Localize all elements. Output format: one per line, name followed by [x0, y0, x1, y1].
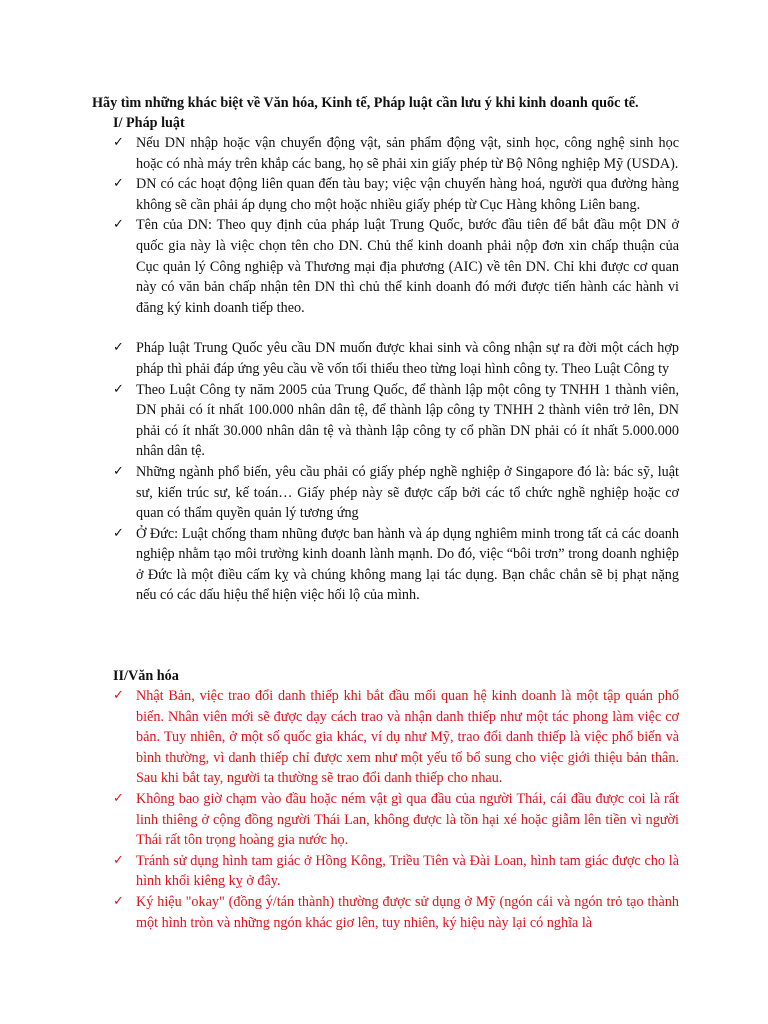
checkmark-icon: ✓ — [113, 340, 124, 356]
list-item-text: Nhật Bản, việc trao đổi danh thiếp khi bắt đầu mối quan hệ kinh doanh là một tập quán phổ biến. Nhân viên mới sẽ được dạy cách trao và nhận danh thiếp như một tác phong làm việc cơ bản. Tuy nhiên, ở một số quốc gia khác, ví dụ như Mỹ, trao đổi danh thiếp là việc phổ biến và bình thường, vì danh thiếp chỉ được xem như một yếu tố bổ sung cho việc giới thiệu bản thân. Sau khi bắt tay, người ta thường sẽ trao đổi danh thiếp cho nhau. — [136, 688, 679, 787]
list-item — [113, 686, 679, 789]
list-item — [113, 789, 679, 851]
checkmark-icon: ✓ — [113, 135, 124, 150]
checkmark-icon: ✓ — [113, 688, 124, 703]
list-item — [113, 462, 679, 524]
checkmark-icon: ✓ — [113, 852, 124, 868]
list-item-text: Không bao giờ chạm vào đầu hoặc ném vật gì qua đầu của người Thái, cái đầu được coi là rất linh thiêng ở cộng đồng người Thái Lan, không được là tồn hại xé hoặc giẫm lên tiền vì người Thái rất tôn trọng hoàng gia nước họ. — [136, 790, 679, 849]
checkmark-icon: ✓ — [113, 176, 124, 192]
document-title: Hãy tìm những khác biệt về Văn hóa, Kinh tế, Pháp luật cần lưu ý khi kinh doanh quốc tế. — [92, 95, 639, 111]
list-item — [113, 380, 679, 462]
list-item-text: Tránh sử dụng hình tam giác ở Hồng Kông, Triều Tiên và Đài Loan, hình tam giác được cho là hình khối kiêng kỵ ở đây. — [136, 852, 679, 890]
culture-list — [113, 686, 679, 933]
list-item-text: Ký hiệu "okay" (đồng ý/tán thành) thường được sử dụng ở Mỹ (ngón cái và ngón trỏ tạo thành một hình tròn và những ngón khác giơ lên, tuy nhiên, ký hiệu này lại có nghĩa là — [136, 893, 679, 931]
list-item — [113, 133, 679, 174]
checkmark-icon: ✓ — [113, 463, 124, 479]
list-item-text: DN có các hoạt động liên quan đến tàu bay; việc vận chuyển hàng hoá, người qua đường hàng không sẽ cần phải áp dụng cho một hoặc nhiều giấy phép từ Cục Hàng không Liên bang. — [136, 176, 679, 213]
checkmark-icon: ✓ — [113, 893, 124, 909]
list-item-text: Nếu DN nhập hoặc vận chuyển động vật, sản phẩm động vật, sinh học, công nghệ sinh học hoặc có nhà máy trên khắp các bang, họ sẽ phải xin giấy phép từ Bộ Nông nghiệp Mỹ (USDA). — [136, 135, 679, 172]
list-item-text: Theo Luật Công ty năm 2005 của Trung Quốc, để thành lập một công ty TNHH 1 thành viên, DN phải có ít nhất 100.000 nhân dân tệ, để thành lập công ty TNHH 2 thành viên trở lên, DN phải có ít nhất 30.000 nhân dân tệ và thành lập công ty cổ phần DN phải có ít nhất 5.000.000 nhân dân tệ. — [136, 381, 679, 460]
legal-list — [113, 133, 679, 606]
section-heading-legal: I/ Pháp luật — [113, 115, 185, 131]
list-item-text: Ở Đức: Luật chống tham nhũng được ban hành và áp dụng nghiêm minh trong tất cả các doanh nghiệp nhằm tạo môi trường kinh doanh lành mạnh. Do đó, việc “bôi trơn” trong doanh nghiệp ở Đức là một điều cấm kỵ và chúng không mang lại tác dụng. Bạn chắc chắn sẽ bị phạt nặng nếu có các dấu hiệu thể hiện việc hối lộ của mình. — [136, 525, 679, 604]
list-item-text: Pháp luật Trung Quốc yêu cầu DN muốn được khai sinh và công nhận sự ra đời một cách hợp pháp thì phải đáp ứng yêu cầu về vốn tối thiểu theo từng loại hình công ty. Theo Luật Công ty — [136, 340, 679, 377]
list-item — [113, 892, 679, 933]
checkmark-icon: ✓ — [113, 790, 124, 806]
list-item-text: Những ngành phổ biến, yêu cầu phải có giấy phép nghề nghiệp ở Singapore đó là: bác sỹ, luật sư, kiến trúc sư, kế toán… Giấy phép này sẽ được cấp bởi các tổ chức nghề nghiệp hoặc cơ quan có thẩm quyền quản lý tương ứng — [136, 463, 679, 522]
checkmark-icon: ✓ — [113, 525, 124, 541]
checkmark-icon: ✓ — [113, 381, 124, 397]
list-item — [113, 215, 679, 318]
list-item — [113, 338, 679, 379]
list-item — [113, 851, 679, 892]
checkmark-icon: ✓ — [113, 217, 124, 233]
section-heading-culture: II/Văn hóa — [113, 668, 179, 684]
list-item — [113, 174, 679, 215]
list-item-text: Tên của DN: Theo quy định của pháp luật Trung Quốc, bước đầu tiên để bắt đầu một DN ở quốc gia này là việc chọn tên cho DN. Chủ thể kinh doanh phải nộp đơn xin chấp thuận của Cục quản lý Công nghiệp và Thương mại địa phương (AIC) về tên DN. Chỉ khi được cơ quan này có văn bản chấp nhận tên DN thì chủ thể kinh doanh đó mới được tiến hành các hành vi đăng ký kinh doanh tiếp theo. — [136, 217, 679, 316]
list-item — [113, 524, 679, 606]
